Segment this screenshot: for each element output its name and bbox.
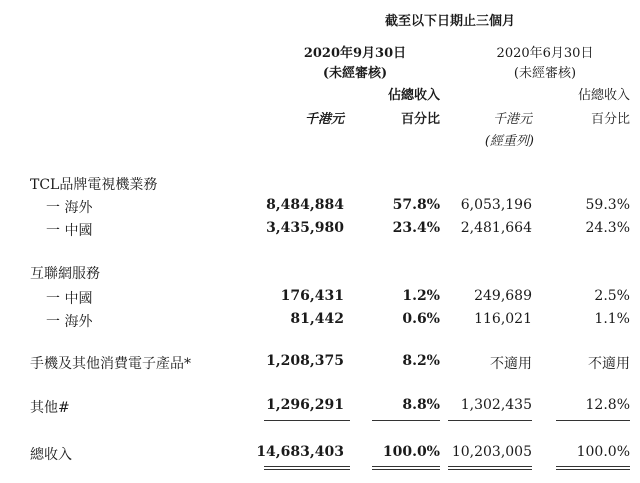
value-2019: 6,053,196 [460,197,532,213]
value-2019: 1,302,435 [460,397,532,413]
pct-2020: 23.4% [392,220,440,236]
value-2019: 10,203,005 [451,444,532,460]
subtotal-rule [448,420,532,421]
row-label: 一 海外 [46,314,93,330]
pct-2019: 不適用 [588,356,630,372]
row-label: 一 海外 [46,200,93,216]
pct-2019: 1.1% [594,311,630,327]
value-2020: 3,435,980 [266,220,344,236]
col-3-unit: 千港元 [492,112,532,127]
row-label: 一 中國 [46,291,93,307]
row-label-other: 其他# [30,400,70,416]
value-2020: 176,431 [280,288,344,304]
total-double-rule [264,466,350,470]
pct-2020: 1.2% [402,288,440,304]
col-2020-date: 2020年9月30日 [303,46,407,61]
row-label: 一 中國 [46,223,93,239]
subtotal-rule [372,420,440,421]
row-label-total: 總收入 [30,447,72,463]
value-2020: 81,442 [290,311,344,327]
col-2019-note: (未經審核) [513,66,577,81]
value-2019: 249,689 [474,288,532,304]
col-2-bottom: 百分比 [400,112,440,127]
pct-2020: 100.0% [382,444,440,460]
value-2019: 不適用 [490,356,532,372]
pct-2019: 2.5% [594,288,630,304]
total-double-rule [372,466,440,470]
pct-2020: 0.6% [402,311,440,327]
row-label-mobile: 手機及其他消費電子產品* [30,356,191,372]
value-2019: 116,021 [474,311,532,327]
subtotal-rule [556,420,630,421]
col-1-unit: 千港元 [304,112,344,127]
col-2019-date: 2020年6月30日 [496,46,594,61]
pct-2019: 59.3% [585,197,630,213]
col-2020-note: (未經審核) [322,66,388,81]
value-2020: 1,296,291 [266,397,344,413]
subtotal-rule [264,420,350,421]
section-title-internet: 互聯網服務 [30,266,100,282]
pct-2020: 57.8% [392,197,440,213]
section-title-tcl: TCL品牌電視機業務 [30,177,158,193]
pct-2020: 8.8% [402,397,440,413]
value-2020: 14,683,403 [256,444,344,460]
total-double-rule [448,466,532,470]
col-3-note: (經重列) [484,134,534,149]
col-2-top: 佔總收入 [387,88,440,103]
value-2020: 1,208,375 [266,353,344,369]
col-4-bottom: 百分比 [590,112,630,127]
total-double-rule [556,466,630,470]
pct-2019: 24.3% [585,220,630,236]
pct-2019: 12.8% [585,397,630,413]
value-2019: 2,481,664 [460,220,532,236]
value-2020: 8,484,884 [266,197,344,213]
pct-2019: 100.0% [576,444,630,460]
pct-2020: 8.2% [402,353,440,369]
period-header: 截至以下日期止三個月 [384,14,515,29]
col-4-top: 佔總收入 [577,88,630,103]
